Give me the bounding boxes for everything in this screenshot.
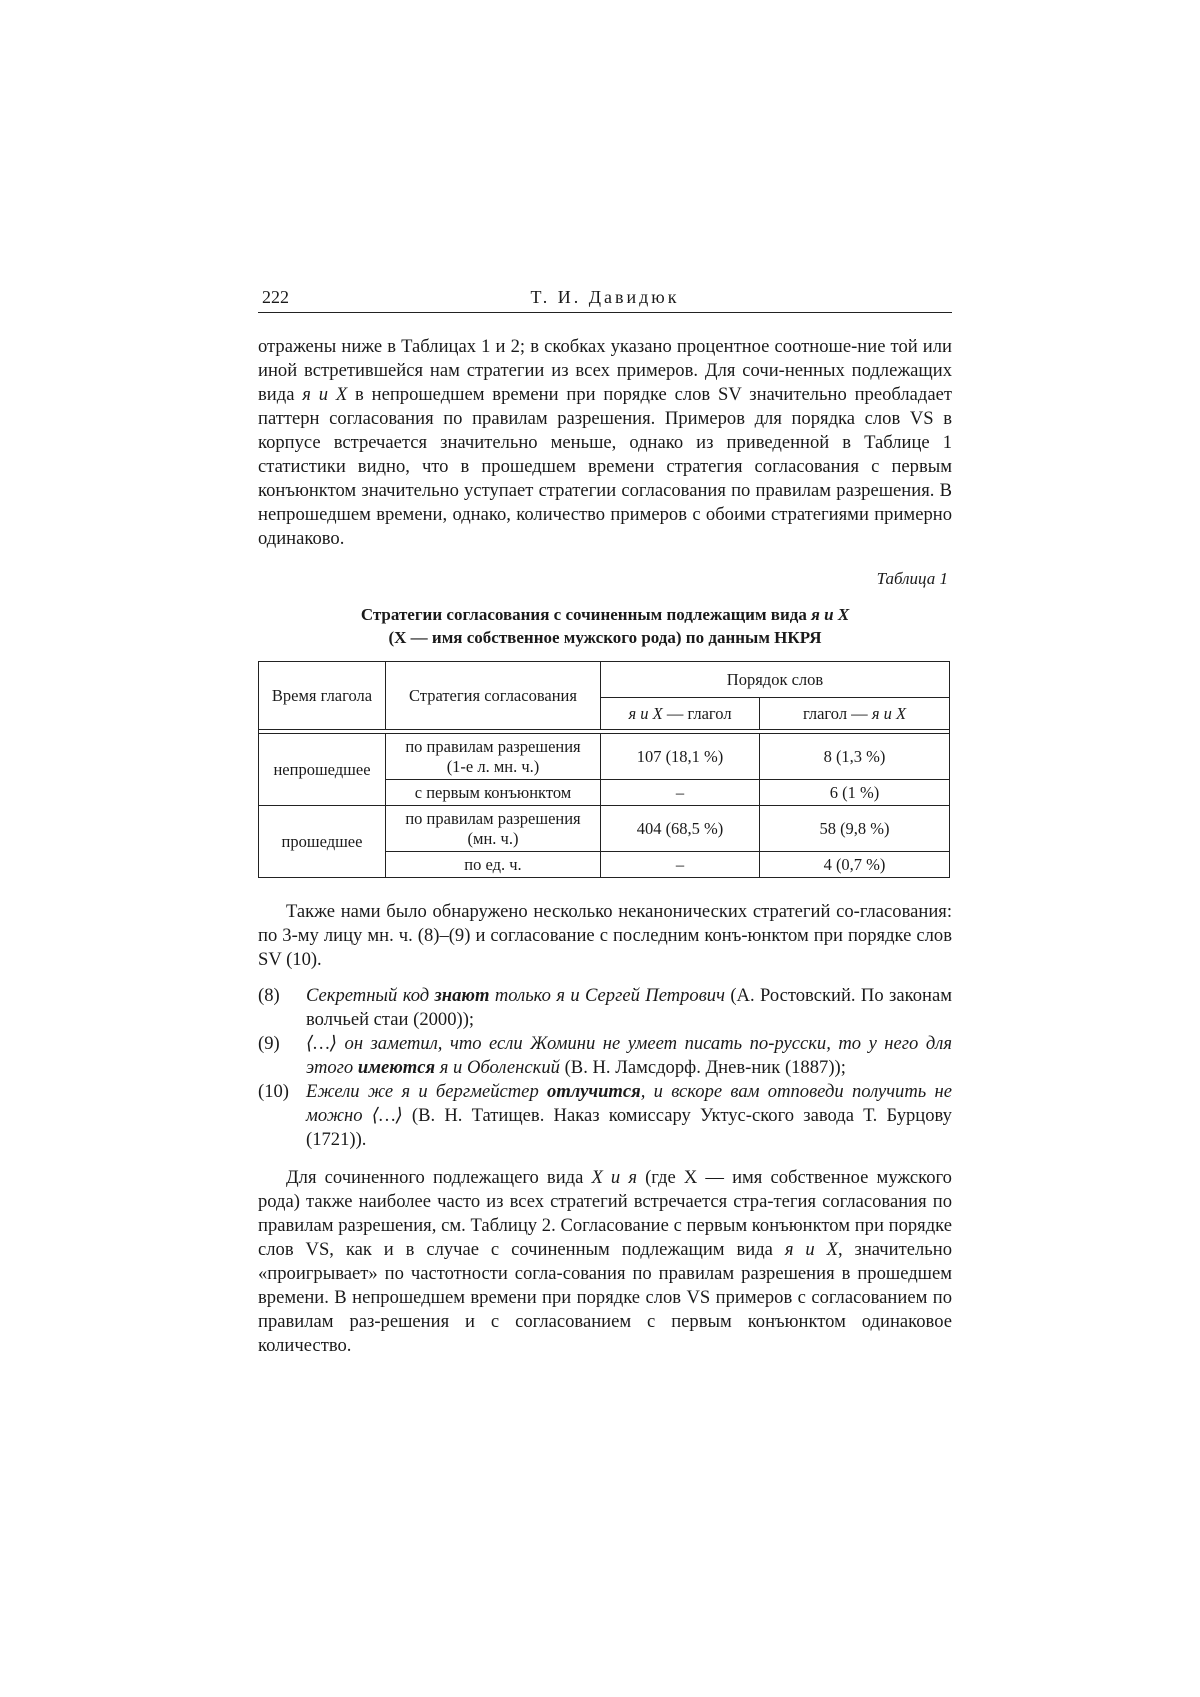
cell-vs: 4 (0,7 %) [760, 852, 950, 878]
strategy-line2: (1-е л. мн. ч.) [446, 756, 540, 776]
header-vs-rest: глагол — [802, 703, 872, 723]
example-number: (9) [258, 1033, 280, 1054]
page-header [258, 282, 952, 313]
table-number: Таблица 1 [876, 569, 948, 588]
cell-strategy [386, 806, 601, 852]
data-table [258, 661, 950, 878]
example-source: (В. Н. Ламсдорф. Днев-ник (1887)); [559, 1057, 846, 1078]
header-sv-italic: я и X [628, 703, 663, 723]
page [258, 282, 952, 1358]
cell-sv: 404 (68,5 %) [601, 806, 760, 852]
example-item [258, 1080, 952, 1152]
caption-italic: я и X [811, 605, 850, 624]
example-italic-a: Ежели же я и бергмейстер [306, 1081, 548, 1102]
example-number: (10) [258, 1081, 289, 1102]
strategy-line1: по правилам разрешения [405, 736, 581, 756]
cell-vs: 58 (9,8 %) [760, 806, 950, 852]
example-bold-verb: отлучится [547, 1081, 641, 1102]
header-vs-italic: я и X [871, 703, 907, 723]
example-italic-c: я и Оболенский [435, 1057, 560, 1078]
example-text [306, 1032, 952, 1080]
caption-line2: (X — имя собственное мужского рода) по данным НКРЯ [388, 628, 822, 647]
table-caption [258, 603, 952, 649]
header-sv-rest: — глагол [662, 703, 732, 723]
para3-text-c: , значительно «проигрывает» по частотности согла-сования по правилам разрешения в прошедшем времени. В непрошедшем времени при порядке слов VS примеров с согласованием по правилам раз-решения и с согласованием с первым конъюнктом одинаковое количество. [258, 1239, 952, 1356]
cell-strategy: с первым конъюнктом [386, 780, 601, 806]
para3-italic-b: я и X [784, 1239, 838, 1260]
example-source: (А. Ростовский. По законам волчьей стаи (2000)); [306, 985, 952, 1030]
cell-vs: 6 (1 %) [760, 780, 950, 806]
example-text [306, 984, 952, 1032]
header-sv [601, 698, 760, 730]
page-number: 222 [262, 287, 289, 307]
header-time: Время глагола [259, 662, 386, 730]
para3-text-a: Для сочиненного подлежащего вида [286, 1167, 592, 1188]
example-text [306, 1080, 952, 1152]
caption-line1: Стратегии согласования с сочиненным подлежащим вида [360, 605, 812, 624]
para3-text-b: (где X — имя собственное мужского рода) также наиболее часто из всех стратегий встречается стра-тегия согласования по правилам разрешения, см. Таблицу 2. Согласование с первым конъюнктом при порядке слов VS, как и в случае с сочиненным подлежащим вида [258, 1167, 952, 1260]
para1-text-a: отражены ниже в Таблицах 1 и 2; в скобках указано процентное соотноше-ние той или иной встретившейся нам стратегии из всех примеров. Для сочи-ненных подлежащих вида [258, 336, 952, 405]
header-strategy: Стратегия согласования [386, 662, 601, 730]
example-bold-verb: имеются [357, 1057, 436, 1078]
paragraph-1 [258, 335, 952, 551]
header-order: Порядок слов [601, 662, 950, 698]
header-vs [760, 698, 950, 730]
example-italic-a: Секретный код [306, 985, 435, 1006]
running-title: Т. И. Давидюк [530, 287, 680, 307]
example-number: (8) [258, 985, 280, 1006]
cell-sv: 107 (18,1 %) [601, 734, 760, 780]
table-row [259, 734, 950, 780]
example-italic-c: только я и Сергей Петрович [489, 985, 725, 1006]
example-source: (В. Н. Татищев. Наказ комиссару Уктус-ского завода Т. Бурцову (1721)). [306, 1105, 952, 1150]
cell-strategy: по ед. ч. [386, 852, 601, 878]
cell-vs: 8 (1,3 %) [760, 734, 950, 780]
cell-strategy [386, 734, 601, 780]
cell-sv: – [601, 852, 760, 878]
para3-italic-a: X и я [591, 1167, 637, 1188]
paragraph-2: Также нами было обнаружено несколько неканонических стратегий со-гласования: по 3-му лицу мн. ч. (8)–(9) и согласование с последним конъ-юнктом при порядке слов SV (10). [258, 901, 952, 970]
strategy-line1: по правилам разрешения [405, 808, 581, 828]
cell-sv: – [601, 780, 760, 806]
example-bold-verb: знают [434, 985, 490, 1006]
cell-time-past: прошедшее [259, 806, 386, 878]
para1-italic: я и X [302, 384, 348, 405]
paragraph-3 [258, 1166, 952, 1358]
strategy-line2: (мн. ч.) [467, 828, 519, 848]
para1-text-b: в непрошедшем времени при порядке слов SV значительно преобладает паттерн согласования по правилам разрешения. Примеров для порядка слов VS в корпусе встречается значительно меньше, однако из приведенной в Таблице 1 статистики видно, что в прошедшем времени стратегия согласования с первым конъюнктом значительно уступает стратегии согласования по правилам разрешения. В непрошедшем времени, однако, количество примеров с обоими стратегиями примерно одинаково. [258, 384, 952, 549]
table-row [259, 806, 950, 852]
cell-time-nonpast: непрошедшее [259, 734, 386, 806]
example-item [258, 984, 952, 1032]
example-item [258, 1032, 952, 1080]
examples-list [258, 984, 952, 1152]
example-italic-a: ⟨…⟩ он заметил, что если Жомини не умеет писать по-русски, то у него для этого [306, 1033, 952, 1078]
example-italic-c: , и вскоре вам отповеди получить не можно ⟨…⟩ [306, 1081, 952, 1126]
